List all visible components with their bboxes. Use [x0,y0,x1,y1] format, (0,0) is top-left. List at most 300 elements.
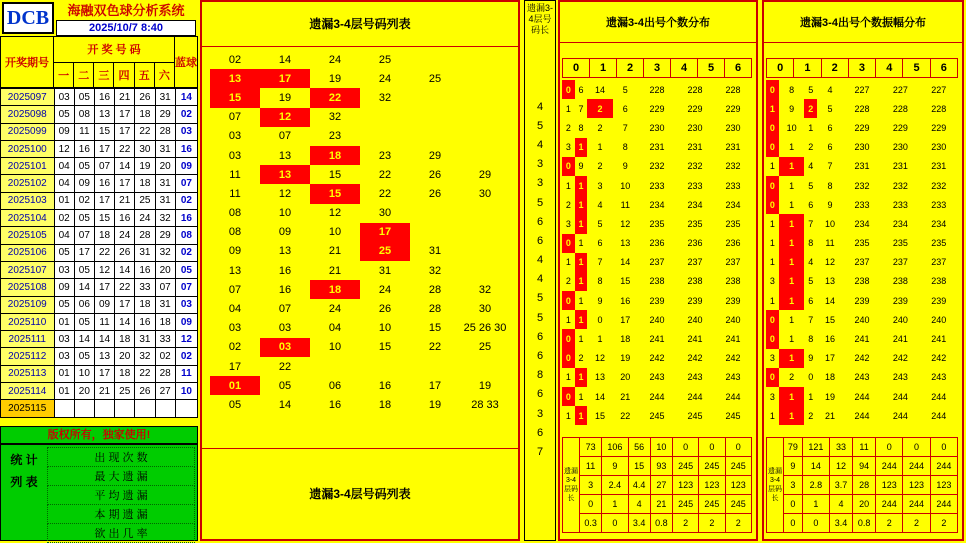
footer-row [767,495,958,514]
red-ball-cell: 09 [94,296,114,313]
panel3-title: 遗漏3-4出号个数分布 [606,17,710,29]
distribution-cell: 1 [769,161,775,172]
footer-cell: 0.3 [580,514,602,533]
distribution-cell: 238 [687,276,703,287]
distribution-cell: 237 [854,257,870,268]
copyright-bar [0,426,198,444]
footer-cell: 0 [784,495,803,514]
red-ball-cell: 19 [135,158,155,175]
red-ball-cell: 14 [94,331,114,348]
blue-ball-cell: 08 [175,227,197,244]
distribution-cell: 10 [620,180,631,191]
distribution-cell: 0 [766,195,779,214]
footer-cell: 0 [672,438,698,457]
distribution-cell: 1 [779,272,805,291]
distribution-row [562,387,752,406]
footer-cell: 245 [725,495,751,514]
omission-cell: 25 [360,242,410,261]
distribution-cell: 0 [808,372,814,383]
red-ball-cell: 18 [135,296,155,313]
red-ball-cell: 22 [135,123,155,140]
table-row[interactable] [1,140,198,157]
red-ball-cell: 33 [135,279,155,296]
distribution-cell: 244 [892,410,908,421]
table-row[interactable] [1,331,198,348]
footer-row [767,476,958,495]
footer-cell: 1 [802,495,829,514]
distribution-cell: 237 [892,257,908,268]
footer-cell: 15 [628,457,650,476]
distribution-cell: 228 [892,103,908,114]
strip-cell: 6 [536,234,544,247]
table-row[interactable] [1,348,198,365]
red-ball-cell: 31 [155,89,175,106]
omission-grid [210,50,510,415]
footer-cell: 3 [580,476,602,495]
datetime-bar [56,20,196,36]
distribution-cell: 239 [892,295,908,306]
red-ball-cell: 20 [155,261,175,278]
distribution-cell: 231 [649,142,665,153]
distribution-row [562,329,752,348]
distribution-cell: 1 [597,142,603,153]
footer-cell: 0 [903,438,930,457]
omission-cell [460,261,510,280]
omission-cell [460,242,510,261]
distribution-cell: 14 [620,257,631,268]
strip-cell: 4 [536,138,544,151]
category-header: 2 [821,59,848,78]
distribution-cell: 235 [725,218,741,229]
table-row[interactable] [1,123,198,140]
strip-cell: 3 [536,158,544,171]
footer-cell: 11 [853,438,876,457]
omission-cell: 12 [278,187,292,200]
blue-ball-cell: 10 [175,383,197,400]
omission-cell: 13 [278,245,292,258]
omission-cell: 03 [278,322,292,335]
red-ball-cell: 22 [115,140,135,157]
red-ball-cell: 18 [135,175,155,192]
issue-cell: 2025114 [1,383,55,400]
col-header-issue: 开奖期号 [1,37,54,88]
omission-cell: 15 [210,88,260,107]
omission-cell: 02 [228,341,242,354]
omission-cell: 25 26 30 [463,322,507,335]
distribution-cell: 1 [808,122,814,133]
distribution-row [766,99,958,118]
distribution-row [766,138,958,157]
footer-cell: 123 [903,476,930,495]
strip-cell: 4 [536,100,544,113]
footer-cell: 123 [725,476,751,495]
distribution-cell: 245 [687,410,703,421]
distribution-cell: 12 [824,257,835,268]
omission-row [210,223,510,242]
distribution-cell: 1 [779,214,805,233]
omission-cell: 19 [278,91,292,104]
distribution-cell: 9 [622,161,628,172]
omission-cell: 28 33 [471,398,499,411]
table-row[interactable] [1,279,198,296]
omission-cell: 16 [278,264,292,277]
footer-cell: 0 [602,514,628,533]
red-ball-cell: 17 [74,244,94,261]
distribution-row [766,157,958,176]
footer-cell: 0 [876,438,903,457]
distribution-cell: 243 [854,372,870,383]
distribution-cell: 5 [808,180,814,191]
distribution-cell: 0 [562,329,575,348]
red-ball-cell: 15 [94,210,114,227]
omission-cell [360,108,410,127]
panel4-footer [766,437,958,533]
category-header: 2 [617,59,644,78]
omission-row [210,357,510,376]
distribution-cell: 235 [687,218,703,229]
blue-ball-cell: 09 [175,313,197,330]
distribution-cell: 228 [649,84,665,95]
footer-cell: 93 [650,457,672,476]
category-header: 6 [930,59,957,78]
table-row[interactable] [1,192,198,209]
footer-row [563,514,752,533]
distribution-cell: 2 [578,353,584,364]
distribution-cell: 2 [808,410,814,421]
distribution-cell: 240 [687,314,703,325]
distribution-cell: 3 [565,218,571,229]
footer-cell: 79 [784,438,803,457]
omission-cell [460,204,510,223]
category-header: 6 [725,59,752,78]
omission-row [210,395,510,414]
red-ball-cell: 13 [94,106,114,123]
red-ball-cell [94,400,114,417]
col-header-blue: 蓝球 [175,37,198,88]
footer-cell: 2 [903,514,930,533]
omission-cell: 16 [328,398,342,411]
distribution-cell: 18 [620,334,631,345]
issue-cell: 2025106 [1,244,55,261]
table-row[interactable] [1,244,198,261]
distribution-cell: 240 [931,314,947,325]
red-ball-cell: 05 [74,261,94,278]
red-ball-cell: 09 [54,279,74,296]
category-header: 5 [698,59,725,78]
omission-cell [460,127,510,146]
table-row[interactable] [1,383,198,400]
distribution-cell: 244 [725,391,741,402]
distribution-cell: 234 [892,218,908,229]
footer-cell: 0.8 [650,514,672,533]
distribution-cell: 236 [649,238,665,249]
distribution-cell: 2 [789,372,795,383]
omission-cell: 03 [228,130,242,143]
table-row[interactable] [1,400,198,417]
distribution-cell: 233 [649,180,665,191]
omission-cell [410,204,460,223]
blue-ball-cell: 12 [175,331,197,348]
red-ball-cell: 02 [155,348,175,365]
distribution-cell: 8 [597,276,603,287]
omission-cell: 05 [278,379,292,392]
distribution-cell: 15 [824,314,835,325]
footer-cell: 28 [853,476,876,495]
red-ball-cell: 02 [54,210,74,227]
distribution-cell: 244 [854,410,870,421]
distribution-cell: 235 [931,238,947,249]
table-row[interactable] [1,261,198,278]
omission-cell: 25 [428,72,442,85]
distribution-cell: 1 [779,253,805,272]
distribution-cell: 232 [649,161,665,172]
distribution-cell: 7 [622,122,628,133]
table-row[interactable] [1,296,198,313]
red-ball-cell: 05 [54,106,74,123]
omission-row [210,184,510,203]
distribution-cell: 230 [649,122,665,133]
distribution-cell: 1 [769,295,775,306]
distribution-cell: 228 [687,84,703,95]
omission-cell: 15 [428,322,442,335]
omission-cell [410,88,460,107]
table-row[interactable] [1,210,198,227]
red-ball-cell: 12 [54,140,74,157]
footer-cell: 123 [930,476,957,495]
red-ball-cell: 15 [94,123,114,140]
red-ball-cell: 32 [135,348,155,365]
distribution-cell: 230 [687,122,703,133]
footer-cell: 123 [672,476,698,495]
omission-row [210,299,510,318]
omission-cell: 03 [228,322,242,335]
footer-cell: 2.8 [802,476,829,495]
omission-cell: 04 [328,322,342,335]
omission-cell: 15 [378,341,392,354]
omission-cell: 06 [328,379,342,392]
omission-cell [410,50,460,69]
distribution-cell: 241 [725,334,741,345]
stat-row-label: 最 大 遗 漏 [48,467,195,486]
distribution-cell: 1 [779,157,805,176]
distribution-cell: 2 [565,276,571,287]
red-ball-cell: 01 [54,365,74,382]
distribution-cell: 241 [931,334,947,345]
table-row[interactable] [1,313,198,330]
omission-cell: 14 [278,53,292,66]
red-ball-cell: 05 [74,210,94,227]
distribution-cell: 238 [649,276,665,287]
col-subheader-0: 一 [54,62,74,88]
omission-cell: 19 [478,379,492,392]
omission-cell: 10 [328,341,342,354]
red-ball-cell: 18 [115,331,135,348]
table-row[interactable] [1,89,198,106]
omission-cell: 17 [228,360,242,373]
distribution-cell: 244 [649,391,665,402]
distribution-cell: 0 [766,310,779,329]
stat-row-label: 平 均 遗 漏 [48,486,195,505]
distribution-row [766,118,958,137]
footer-cell: 0 [580,495,602,514]
red-ball-cell: 16 [135,261,155,278]
distribution-row [562,406,752,425]
omission-cell: 01 [210,376,260,395]
distribution-cell: 15 [594,410,605,421]
distribution-row [562,99,752,118]
omission-cell: 18 [310,146,360,165]
distribution-cell: 230 [931,142,947,153]
distribution-cell: 1 [575,310,588,329]
omission-cell: 13 [210,69,260,88]
table-row[interactable] [1,106,198,123]
distribution-row [766,406,958,425]
footer-cell: 10 [650,438,672,457]
strip-cell: 8 [536,369,544,382]
issue-cell: 2025110 [1,313,55,330]
omission-cell [360,357,410,376]
distribution-cell: 235 [854,238,870,249]
distribution-cell: 242 [649,353,665,364]
red-ball-cell: 24 [115,227,135,244]
distribution-cell: 13 [594,372,605,383]
red-ball-cell: 12 [94,261,114,278]
distribution-cell: 14 [824,295,835,306]
issue-cell: 2025108 [1,279,55,296]
footer-row [563,457,752,476]
red-ball-cell: 05 [74,89,94,106]
category-header: 1 [590,59,617,78]
red-ball-cell: 32 [155,210,175,227]
omission-cell: 28 [428,303,442,316]
distribution-cell: 2 [565,199,571,210]
footer-cell: 2 [672,514,698,533]
red-ball-cell: 27 [155,383,175,400]
distribution-cell: 238 [892,276,908,287]
strip-cell: 3 [536,177,544,190]
red-ball-cell: 17 [94,192,114,209]
omission-cell: 10 [378,322,392,335]
red-ball-cell: 28 [155,123,175,140]
issue-cell: 2025099 [1,123,55,140]
distribution-row [766,291,958,310]
table-row[interactable] [1,227,198,244]
distribution-cell: 9 [578,161,584,172]
distribution-cell: 6 [578,84,584,95]
omission-cell: 26 [428,187,442,200]
table-row[interactable] [1,158,198,175]
footer-cell: 4 [830,495,853,514]
blue-ball-cell [175,400,197,417]
omission-cell: 10 [328,226,342,239]
distribution-row [562,157,752,176]
distribution-cell: 8 [808,334,814,345]
omission-cell [460,88,510,107]
distribution-cell: 229 [854,122,870,133]
strip-cell: 7 [536,445,544,458]
omission-cell: 12 [260,108,310,127]
omission-cell [410,223,460,242]
red-ball-cell: 26 [135,383,155,400]
draw-table-header [0,36,198,88]
omission-cell: 26 [378,303,392,316]
distribution-cell: 0 [766,368,779,387]
red-ball-cell: 17 [115,296,135,313]
footer-row [767,438,958,457]
distribution-cell: 239 [725,295,741,306]
distribution-cell: 244 [931,391,947,402]
red-ball-cell: 14 [115,261,135,278]
red-ball-cell: 26 [115,244,135,261]
red-ball-cell: 07 [155,279,175,296]
distribution-cell: 9 [597,295,603,306]
omission-row [210,146,510,165]
distribution-cell: 1 [769,257,775,268]
red-ball-cell: 29 [155,227,175,244]
table-row[interactable] [1,365,198,382]
red-ball-cell: 01 [54,192,74,209]
footer-cell: 3 [784,476,803,495]
table-row[interactable] [1,175,198,192]
distribution-cell: 16 [620,295,631,306]
distribution-row [562,138,752,157]
distribution-cell: 3 [565,142,571,153]
footer-cell: 2 [725,514,751,533]
omission-row [210,50,510,69]
distribution-cell: 9 [789,103,795,114]
blue-ball-cell: 16 [175,210,197,227]
distribution-cell: 1 [779,387,805,406]
red-ball-cell: 25 [115,383,135,400]
omission-cell: 02 [228,53,242,66]
distribution-cell: 240 [725,314,741,325]
distribution-cell: 235 [649,218,665,229]
red-ball-cell: 04 [54,175,74,192]
distribution-cell: 1 [779,406,805,425]
issue-cell: 2025113 [1,365,55,382]
distribution-cell: 228 [725,84,741,95]
category-header: 1 [794,59,821,78]
panel3-footer [562,437,752,533]
distribution-cell: 1 [779,291,805,310]
distribution-cell: 17 [824,353,835,364]
distribution-cell: 242 [687,353,703,364]
issue-cell: 2025105 [1,227,55,244]
strip-cell: 3 [536,407,544,420]
footer-cell: 33 [830,438,853,457]
omission-cell: 25 [478,341,492,354]
red-ball-cell: 32 [155,244,175,261]
distribution-cell: 14 [594,391,605,402]
omission-row [210,88,510,107]
distribution-cell: 0 [562,80,575,99]
distribution-cell: 1 [565,257,571,268]
panel3-column-headers [562,58,752,78]
omission-cell: 24 [328,303,342,316]
distribution-cell: 16 [824,334,835,345]
omission-cell: 29 [428,149,442,162]
blue-ball-cell: 16 [175,140,197,157]
distribution-cell: 229 [931,122,947,133]
omission-cell [310,357,360,376]
footer-row [563,438,752,457]
distribution-cell: 0 [562,387,575,406]
col-subheader-4: 五 [134,62,154,88]
stat-panel [0,444,198,541]
distribution-cell: 237 [725,257,741,268]
omission-cell: 22 [310,88,360,107]
red-ball-cell [74,400,94,417]
